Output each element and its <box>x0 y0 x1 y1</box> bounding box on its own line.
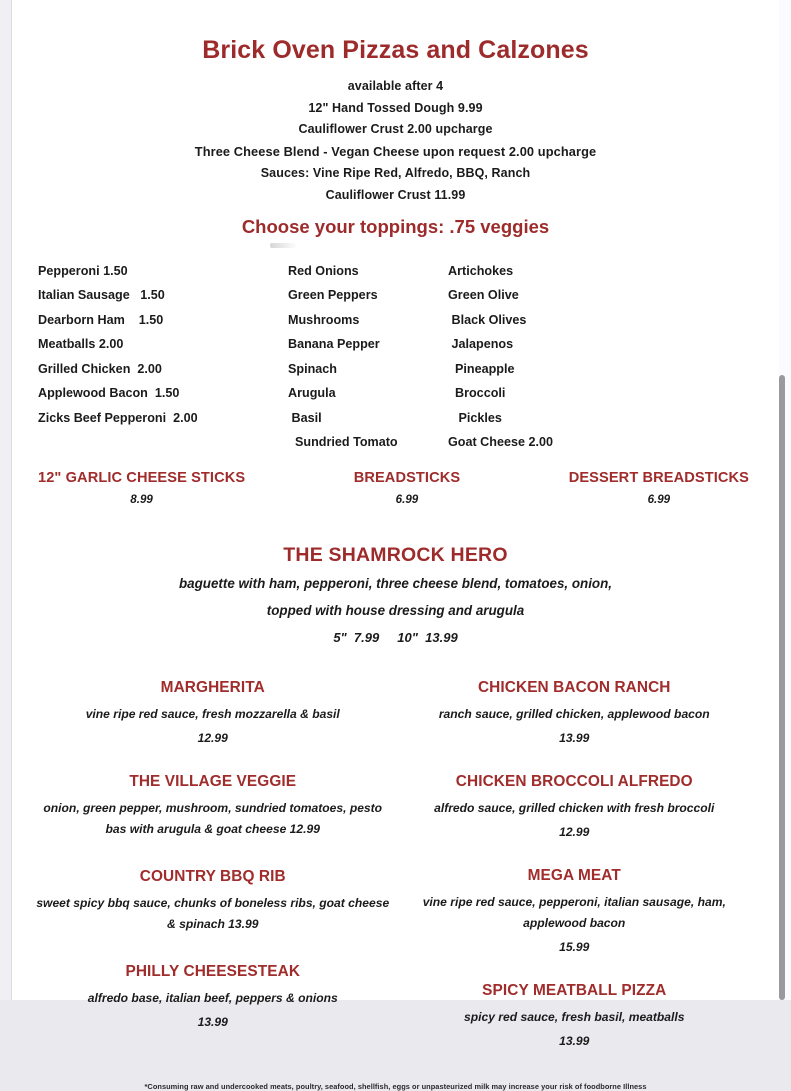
topping-item: Artichokes <box>448 263 514 278</box>
pizza-name: COUNTRY BBQ RIB <box>139 867 286 885</box>
pizza-price: 15.99 <box>559 940 590 955</box>
toppings-section <box>12 264 779 460</box>
pizza-item <box>394 867 756 954</box>
pizza-name: PHILLY CHEESESTEAK <box>125 963 301 981</box>
pizza-item <box>394 773 756 839</box>
header-line-cauliflower-price: Cauliflower Crust 11.99 <box>325 187 466 202</box>
toppings-heading: Choose your toppings: .75 veggies <box>241 215 550 237</box>
specialty-pizzas-section <box>12 679 779 1077</box>
food-safety-disclaimer: *Consuming raw and undercooked meats, poultry, seafood, shellfish, eggs or unpasteurized milk may increase your risk of foodborne Illness <box>144 1082 647 1091</box>
pizza-name: CHICKEN BACON RANCH <box>477 678 671 696</box>
breadstick-price: 6.99 <box>647 492 671 506</box>
header-line-cauliflower-upcharge: Cauliflower Crust 2.00 upcharge <box>298 122 493 136</box>
breadstick-name: 12" GARLIC CHEESE STICKS <box>38 469 246 486</box>
pizza-item <box>32 773 394 840</box>
topping-item: Green Olive <box>448 288 519 302</box>
breadstick-name: BREADSTICKS <box>353 469 461 486</box>
hero-title: THE SHAMROCK HERO <box>283 543 508 566</box>
topping-item: Grilled Chicken 2.00 <box>38 361 162 376</box>
header-line-dough: 12" Hand Tossed Dough 9.99 <box>308 100 483 115</box>
pizza-description: vine ripe red sauce, pepperoni, italian sausage, ham, applewood bacon <box>422 894 726 930</box>
breadstick-item <box>354 470 461 506</box>
topping-item: Dearborn Ham 1.50 <box>38 312 164 327</box>
breadsticks-section <box>12 460 779 506</box>
toppings-column-veggies <box>288 264 448 460</box>
pizza-column-left <box>32 679 394 1077</box>
pizza-name: THE VILLAGE VEGGIE <box>129 772 297 790</box>
pizza-description: onion, green pepper, mushroom, sundried tomatoes, pesto bas with arugula & goat cheese 12.99 <box>43 800 383 836</box>
pizza-price: 13.99 <box>197 1015 228 1030</box>
topping-item: Pepperoni 1.50 <box>38 263 128 278</box>
pizza-description: ranch sauce, grilled chicken, applewood bacon <box>438 706 710 721</box>
pizza-description: alfredo base, italian beef, peppers & onions <box>87 991 338 1006</box>
topping-item: Zicks Beef Pepperoni 2.00 <box>38 410 198 425</box>
pizza-description: spicy red sauce, fresh basil, meatballs <box>464 1010 685 1025</box>
breadstick-item <box>569 470 749 506</box>
topping-item: Sundried Tomato <box>288 435 398 449</box>
pizza-item <box>394 679 756 745</box>
topping-item: Meatballs 2.00 <box>38 337 124 351</box>
menu-page <box>12 0 779 1091</box>
hero-description-line2: topped with house dressing and arugula <box>266 602 525 618</box>
pizza-description: vine ripe red sauce, fresh mozzarella & basil <box>85 706 340 721</box>
topping-item: Broccoli <box>448 386 506 400</box>
pizza-item <box>32 679 394 745</box>
breadstick-item <box>38 470 245 506</box>
pizza-item <box>32 963 394 1029</box>
header-line-available: available after 4 <box>347 79 444 93</box>
pizza-item <box>394 982 756 1048</box>
breadstick-name: DESSERT BREADSTICKS <box>568 469 749 486</box>
pizza-description: sweet spicy bbq sauce, chunks of boneless ribs, goat cheese & spinach 13.99 <box>36 895 390 932</box>
page-left-margin <box>0 0 12 1000</box>
pizza-item <box>32 868 394 935</box>
scrollbar-thumb[interactable] <box>779 375 785 1000</box>
pizza-description: alfredo sauce, grilled chicken with fresh broccoli <box>434 800 715 815</box>
topping-item: Green Peppers <box>288 288 378 302</box>
topping-item: Jalapenos <box>448 337 514 351</box>
topping-item: Goat Cheese 2.00 <box>448 435 553 449</box>
topping-item: Spinach <box>288 361 337 376</box>
menu-sheet <box>12 0 779 1091</box>
pizza-name: SPICY MEATBALL PIZZA <box>482 982 667 1000</box>
topping-item: Pineapple <box>448 361 515 376</box>
topping-item: Basil <box>288 410 322 425</box>
topping-item: Italian Sausage 1.50 <box>38 288 165 302</box>
topping-item: Red Onions <box>288 263 359 278</box>
breadstick-price: 6.99 <box>395 492 419 506</box>
toppings-column-meats <box>38 264 288 460</box>
header-line-cheese-blend: Three Cheese Blend - Vegan Cheese upon request 2.00 upcharge <box>194 143 597 159</box>
pizza-name: MEGA MEAT <box>527 866 621 884</box>
hero-prices: 5" 7.99 10" 13.99 <box>333 629 458 645</box>
topping-item: Mushrooms <box>288 312 360 327</box>
shamrock-hero-section <box>12 544 779 645</box>
pizza-price: 12.99 <box>197 730 228 745</box>
hero-description-line1: baguette with ham, pepperoni, three cheese blend, tomatoes, onion, <box>178 575 613 591</box>
pizza-price: 12.99 <box>559 824 590 839</box>
topping-item: Applewood Bacon 1.50 <box>38 386 180 400</box>
scan-artifact <box>270 243 296 248</box>
header-line-sauces: Sauces: Vine Ripe Red, Alfredo, BBQ, Ranch <box>260 166 531 180</box>
topping-item: Arugula <box>288 386 336 400</box>
page-title: Brick Oven Pizzas and Calzones <box>202 36 589 64</box>
toppings-column-extras <box>448 264 648 460</box>
pizza-price: 13.99 <box>559 1034 590 1049</box>
pizza-name: MARGHERITA <box>160 678 265 696</box>
pizza-price: 13.99 <box>559 730 590 745</box>
topping-item: Pickles <box>448 410 502 425</box>
breadstick-price: 8.99 <box>130 492 153 506</box>
pizza-column-right <box>394 679 756 1077</box>
pizza-name: CHICKEN BROCCOLI ALFREDO <box>455 772 693 790</box>
topping-item: Black Olives <box>448 312 527 327</box>
topping-item: Banana Pepper <box>288 337 380 351</box>
